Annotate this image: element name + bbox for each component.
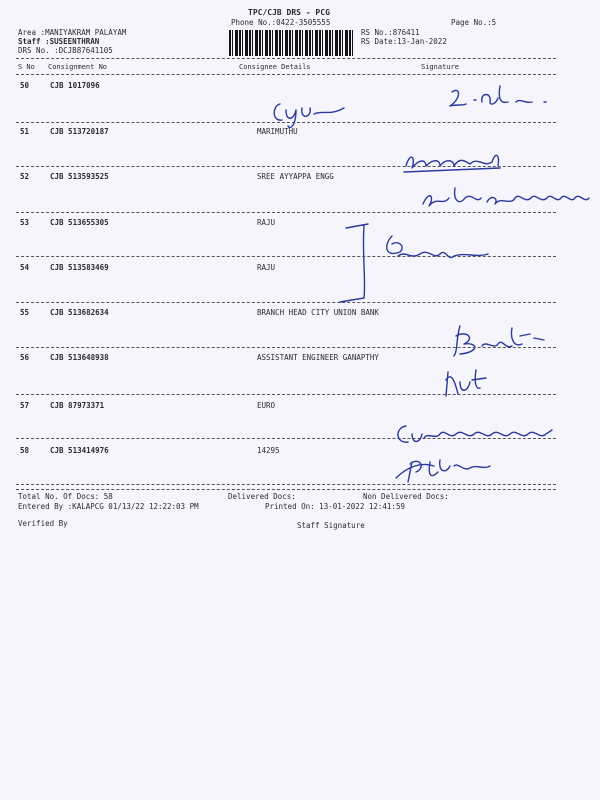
row-consignment: CJB 513682634 xyxy=(50,308,109,317)
signature-row-57 xyxy=(392,420,572,450)
signature-row-50-a xyxy=(268,96,358,128)
row-consignee: RAJU xyxy=(257,218,276,227)
row-consignment: CJB 513655305 xyxy=(50,218,109,227)
row-sno: 52 xyxy=(20,172,30,181)
row-consignment: CJB 513720187 xyxy=(50,127,109,136)
row-consignment: CJB 513414976 xyxy=(50,446,109,455)
row-sno: 54 xyxy=(20,263,30,272)
row-consignee: 14295 xyxy=(257,446,280,455)
signature-row-56 xyxy=(440,366,510,400)
rs-date: RS Date:13-Jan-2022 xyxy=(361,37,447,46)
row-consignee: ASSISTANT ENGINEER GANAPTHY xyxy=(257,353,379,362)
row-sno: 57 xyxy=(20,401,30,410)
rs-number: RS No.:876411 xyxy=(361,28,420,37)
row-sno: 51 xyxy=(20,127,30,136)
total-docs: Total No. Of Docs: 58 xyxy=(18,492,113,501)
column-signature: Signature xyxy=(421,63,459,71)
document-title: TPC/CJB DRS - PCG xyxy=(248,8,330,17)
signature-row-52-b xyxy=(415,184,600,214)
row-consignment: CJB 1017096 xyxy=(50,81,100,90)
row-sno: 55 xyxy=(20,308,30,317)
non-delivered-docs: Non Delivered Docs: xyxy=(363,492,449,501)
row-consignee: SREE AYYAPPA ENGG xyxy=(257,172,334,181)
row-sno: 58 xyxy=(20,446,30,455)
staff-signature-label: Staff Signature xyxy=(297,521,365,530)
row-consignment: CJB 87973371 xyxy=(50,401,105,410)
staff-label: Staff :SUSEENTHRAN xyxy=(18,37,100,46)
row-consignment: CJB 513648938 xyxy=(50,353,109,362)
column-consignee: Consignee Details xyxy=(239,63,311,71)
barcode-icon xyxy=(229,30,355,56)
column-divider xyxy=(16,74,556,75)
signature-row-52-a xyxy=(400,148,510,178)
drs-number: DRS No. :DCJB87641105 xyxy=(18,46,113,55)
row-sno: 56 xyxy=(20,353,30,362)
signature-row-58 xyxy=(390,452,500,488)
row-consignee: BRANCH HEAD CITY UNION BANK xyxy=(257,308,379,317)
signature-row-50-b xyxy=(440,84,560,114)
row-consignee: RAJU xyxy=(257,263,276,272)
row-consignment: CJB 513583469 xyxy=(50,263,109,272)
column-consignment: Consignment No xyxy=(48,63,108,71)
page-number: Page No.:5 xyxy=(451,18,497,27)
verified-by-label: Verified By xyxy=(18,519,68,528)
table-end-divider xyxy=(16,489,556,490)
column-sno: S No xyxy=(18,63,35,71)
area-label: Area :MANIYAKRAM PALAYAM xyxy=(18,28,127,37)
row-consignee: EURO xyxy=(257,401,276,410)
entered-by: Entered By :KALAPCG 01/13/22 12:22:03 PM xyxy=(18,502,199,511)
header-divider xyxy=(16,58,556,59)
printed-on: Printed On: 13-01-2022 12:41:59 xyxy=(265,502,405,511)
signature-row-53-54 xyxy=(336,222,496,306)
row-consignee: MARIMUTHU xyxy=(257,127,298,136)
delivered-docs: Delivered Docs: xyxy=(228,492,296,501)
row-consignment: CJB 513593525 xyxy=(50,172,109,181)
row-sno: 50 xyxy=(20,81,30,90)
row-sno: 53 xyxy=(20,218,30,227)
phone-number: Phone No.:0422-3505555 xyxy=(231,18,331,27)
signature-row-55 xyxy=(450,322,550,362)
